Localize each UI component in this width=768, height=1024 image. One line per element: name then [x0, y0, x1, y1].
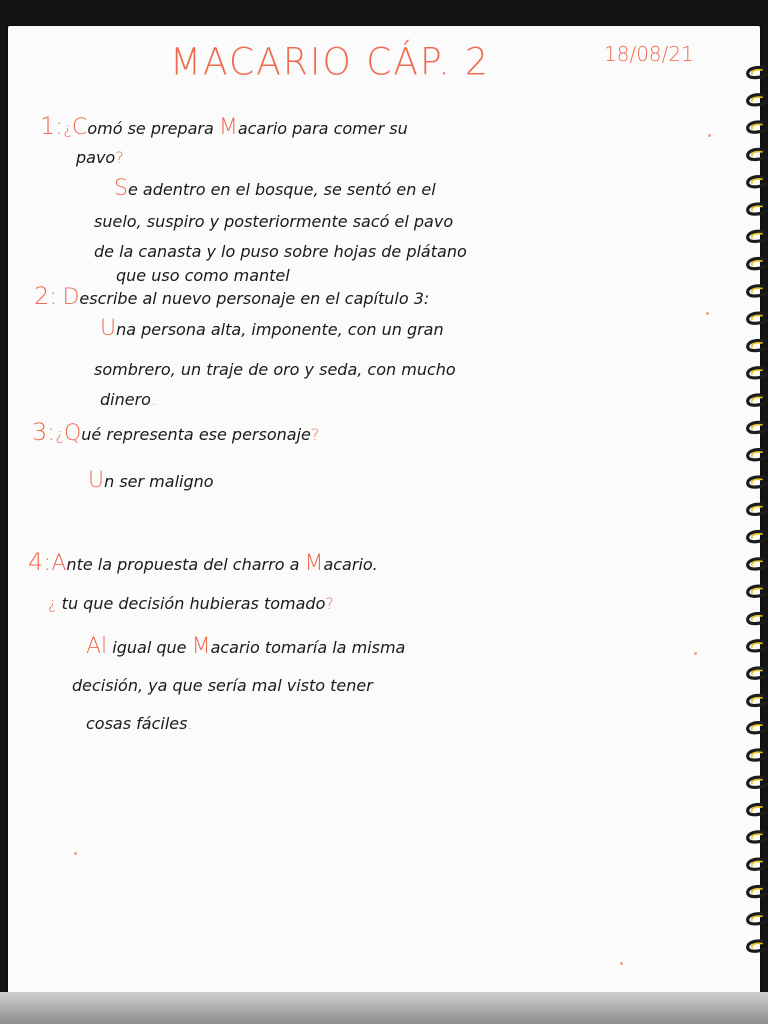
question-4-line-2: ¿ tu que decisión hubieras tomado?	[48, 594, 334, 613]
spiral-coil	[748, 477, 766, 487]
answer-1-line-2: suelo, suspiro y posteriormente sacó el pavo	[94, 212, 454, 231]
spiral-binding	[742, 64, 768, 974]
question-1-line-1: 1:¿Comó se prepara Macario para comer su	[40, 112, 408, 140]
spiral-coil	[748, 204, 766, 214]
spiral-coil	[748, 941, 766, 951]
spiral-coil	[748, 286, 766, 296]
spiral-coil	[748, 886, 766, 896]
answer-1-line-1: Se adentro en el bosque, se sentó en el	[114, 176, 436, 201]
paper-mark	[694, 652, 697, 655]
paper-mark	[620, 962, 623, 965]
spiral-coil	[748, 504, 766, 514]
scan-bottom-edge	[0, 992, 768, 1024]
page-date: 18/08/21	[604, 42, 694, 66]
spiral-coil	[748, 695, 766, 705]
spiral-coil	[748, 422, 766, 432]
spiral-coil	[748, 777, 766, 787]
question-1-line-2: pavo?	[76, 148, 124, 167]
spiral-coil	[748, 805, 766, 815]
answer-4-line-1: Al igual que Macario tomaría la misma	[86, 634, 406, 659]
spiral-coil	[748, 641, 766, 651]
spiral-coil	[748, 368, 766, 378]
answer-4-line-2: decisión, ya que sería mal visto tener	[72, 676, 373, 695]
spiral-coil	[748, 122, 766, 132]
spiral-coil	[748, 559, 766, 569]
answer-2-line-1: Una persona alta, imponente, con un gran	[100, 316, 444, 341]
spiral-coil	[748, 914, 766, 924]
question-4-line-1: 4:Ante la propuesta del charro a Macario.	[28, 548, 378, 576]
paper-mark	[708, 134, 711, 137]
answer-2-line-2: sombrero, un traje de oro y seda, con mucho	[94, 360, 456, 379]
spiral-coil	[748, 340, 766, 350]
answer-4-line-3: cosas fáciles.	[86, 714, 193, 733]
answer-2-line-3: dinero.	[100, 390, 157, 409]
spiral-coil	[748, 95, 766, 105]
spiral-coil	[748, 859, 766, 869]
spiral-coil	[748, 586, 766, 596]
spiral-coil	[748, 313, 766, 323]
spiral-coil	[748, 750, 766, 760]
question-3-line-1: 3:¿Qué representa ese personaje?	[32, 418, 320, 446]
spiral-coil	[748, 832, 766, 842]
spiral-coil	[748, 532, 766, 542]
notebook-page	[8, 26, 760, 994]
spiral-coil	[748, 450, 766, 460]
spiral-coil	[748, 67, 766, 77]
spiral-coil	[748, 149, 766, 159]
answer-1-line-4: que uso como mantel	[116, 266, 290, 285]
spiral-coil	[748, 395, 766, 405]
spiral-coil	[748, 259, 766, 269]
answer-3-line-1: Un ser maligno	[88, 468, 214, 493]
spiral-coil	[748, 668, 766, 678]
spiral-coil	[748, 231, 766, 241]
paper-mark	[74, 852, 77, 855]
spiral-coil	[748, 723, 766, 733]
spiral-coil	[748, 613, 766, 623]
question-2-line-1: 2: Describe al nuevo personaje en el capítulo 3:	[34, 282, 430, 310]
spiral-coil	[748, 177, 766, 187]
answer-1-line-3: de la canasta y lo puso sobre hojas de plátano	[94, 242, 467, 261]
page-title: MACARIO CÁP. 2	[170, 40, 490, 85]
paper-mark	[706, 312, 709, 315]
